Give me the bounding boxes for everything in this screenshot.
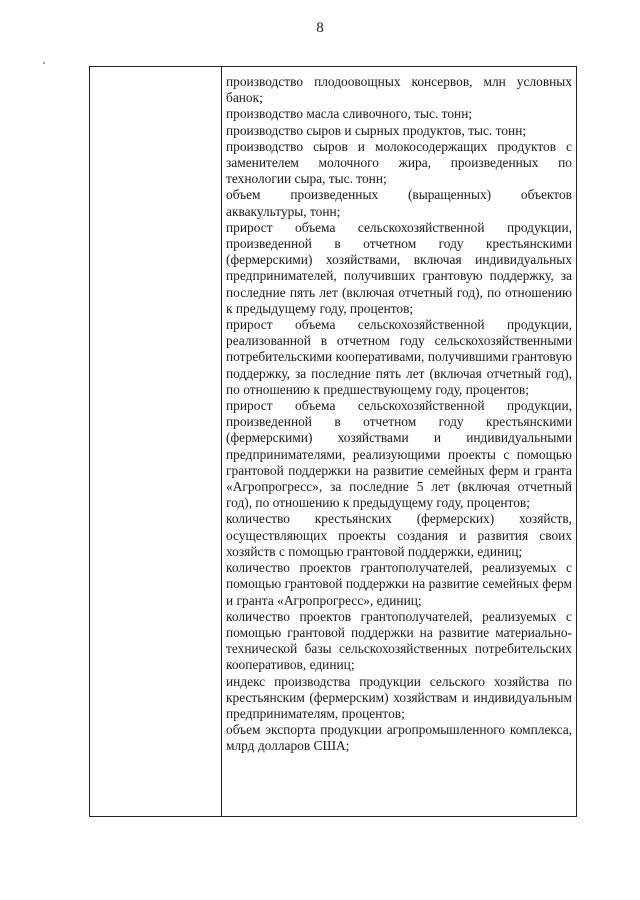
indicator-item: количество проектов грантополучателей, реализуемых с помощью грантовой поддержки на развитие материально-технической базы сельскохозяйственных потребительских кооперативов, единиц; [226,608,572,673]
table-left-cell [90,67,222,816]
indicator-item: количество крестьянских (фермерских) хозяйств, осуществляющих проекты создания и развития своих хозяйств с помощью грантовой поддержки, единиц; [226,511,572,559]
indicator-item: прирост объема сельскохозяйственной продукции, произведенной в отчетном году крестьянскими (фермерскими) хозяйствами и индивидуальными предпринимателями, реализующими проекты с помощью грантовой поддержки на развитие семейных ферм и гранта «Агропрогресс», за последние 5 лет (включая отчетный год), по отношению к предыдущему году, процентов; [226,398,572,511]
indicator-list [226,74,572,755]
indicator-item: объем экспорта продукции агропромышленного комплекса, млрд долларов США; [226,722,572,754]
page-number: 8 [316,20,324,36]
indicators-table [89,66,577,817]
indicator-item: производство масла сливочного, тыс. тонн; [226,106,473,122]
scan-artifact [43,62,45,64]
table-right-cell [222,67,576,816]
indicator-item: количество проектов грантополучателей, реализуемых с помощью грантовой поддержки на развитие семейных ферм и гранта «Агропрогресс», единиц; [226,560,572,608]
indicator-item: индекс производства продукции сельского хозяйства по крестьянским (фермерским) хозяйствам и индивидуальным предпринимателям, процентов; [226,673,572,721]
indicator-item: прирост объема сельскохозяйственной продукции, произведенной в отчетном году крестьянскими (фермерскими) хозяйствами, включая индивидуальных предпринимателей, получивших грантовую поддержку, за последние пять лет (включая отчетный год), по отношению к предыдущему году, процентов; [226,219,572,316]
indicator-item: производство сыров и сырных продуктов, тыс. тонн; [226,122,527,138]
indicator-item: производство сыров и молокосодержащих продуктов с заменителем молочного жира, произведенных по технологии сыра, тыс. тонн; [226,138,572,187]
indicator-item: объем произведенных (выращенных) объектов аквакультуры, тонн; [226,187,572,219]
indicator-item: производство плодоовощных консервов, млн условных банок; [226,74,572,106]
indicator-item: прирост объема сельскохозяйственной продукции, реализованной в отчетном году сельскохозяйственными потребительскими кооперативами, получившими грантовую поддержку, за последние пять лет (включая отчетный год), по отношению к предшествующему году, процентов; [226,317,572,397]
